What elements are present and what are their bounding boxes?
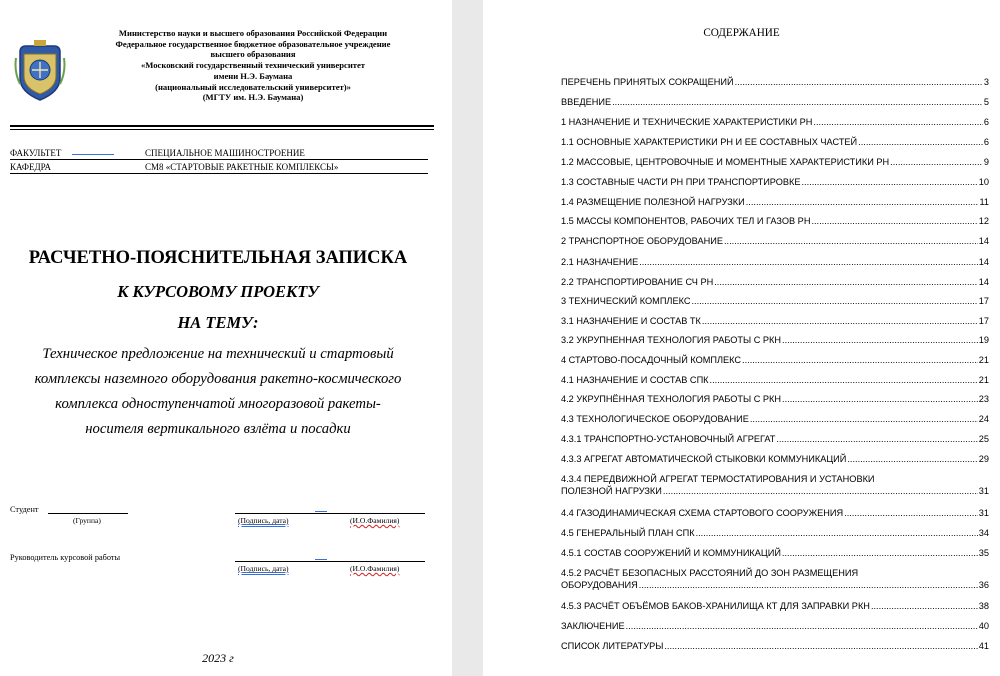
toc-page-number: 12	[978, 216, 989, 226]
toc-dot-leader	[782, 334, 978, 346]
toc-page-number: 14	[978, 277, 989, 287]
toc-page-number: 11	[979, 197, 989, 207]
toc-entry-row	[561, 547, 989, 559]
toc-entry-title: 3.1 НАЗНАЧЕНИЕ И СОСТАВ ТК	[561, 316, 701, 326]
toc-page-number: 14	[978, 236, 989, 246]
toc-dot-leader	[612, 96, 983, 108]
toc-page-number: 31	[978, 508, 989, 518]
group-line	[48, 513, 128, 514]
student-label: Студент	[10, 505, 39, 514]
university-crest-logo	[14, 38, 66, 102]
toc-entry-title: 4.5.1 СОСТАВ СООРУЖЕНИЙ И КОММУНИКАЦИЙ	[561, 548, 781, 558]
toc-entry-row	[561, 96, 989, 108]
toc-entry-row	[561, 600, 989, 612]
toc-entry-row	[561, 295, 989, 307]
toc-entry-row	[561, 620, 989, 632]
toc-page-number: 36	[978, 580, 989, 590]
toc-dot-leader	[890, 156, 983, 168]
toc-entry-row	[561, 256, 989, 268]
toc-entry[interactable]	[561, 640, 989, 652]
toc-entry[interactable]	[561, 620, 989, 632]
name-caption	[350, 564, 399, 573]
toc-entry[interactable]	[561, 96, 989, 108]
toc-entry-title: ПОЛЕЗНОЙ НАГРУЗКИ	[561, 486, 662, 496]
toc-entry[interactable]	[561, 196, 989, 208]
toc-entry-title: 1.4 РАЗМЕЩЕНИЕ ПОЛЕЗНОЙ НАГРУЗКИ	[561, 197, 745, 207]
header-line: высшего образования	[210, 49, 296, 60]
toc-page-number: 35	[978, 548, 989, 558]
toc-entry-row	[561, 76, 989, 88]
toc-entry[interactable]	[561, 76, 989, 88]
header-line: имени Н.Э. Баумана	[213, 70, 293, 81]
toc-entry-title: 1.1 ОСНОВНЫЕ ХАРАКТЕРИСТИКИ РН И ЕЕ СОСТАВНЫХ ЧАСТЕЙ	[561, 137, 858, 147]
toc-entry[interactable]	[561, 116, 989, 128]
toc-entry-row	[561, 196, 989, 208]
toc-entry[interactable]	[561, 354, 989, 366]
toc-entry[interactable]	[561, 393, 989, 405]
toc-entry[interactable]	[561, 315, 989, 327]
toc-dot-leader	[811, 215, 977, 227]
signature-caption-text: (Подпись, дата)	[238, 516, 289, 525]
toc-page-number: 17	[978, 296, 989, 306]
toc-page-number: 9	[983, 157, 989, 167]
toc-dot-leader	[663, 485, 978, 497]
toc-entry[interactable]	[561, 215, 989, 227]
toc-page-number: 21	[978, 375, 989, 385]
contents-page	[483, 0, 1000, 676]
toc-page-number: 10	[978, 177, 989, 187]
supervisor-signature-line	[235, 561, 425, 562]
toc-entry-row	[561, 315, 989, 327]
faculty-label: ФАКУЛЬТЕТ	[10, 148, 62, 158]
toc-dot-leader	[847, 453, 977, 465]
topic-line: комплекса одноступенчатой многоразовой ракеты-	[55, 396, 381, 412]
toc-dot-leader	[858, 136, 983, 148]
toc-entry-row	[561, 354, 989, 366]
toc-dot-leader	[639, 256, 978, 268]
page-gutter	[452, 0, 483, 676]
toc-dot-leader	[714, 276, 978, 288]
toc-entry[interactable]	[561, 176, 989, 188]
toc-page-number: 41	[978, 641, 989, 651]
toc-dot-leader	[626, 620, 978, 632]
title-page	[0, 0, 452, 676]
header-line: (национальный исследовательский университет)»	[155, 81, 351, 92]
institution-header	[68, 28, 438, 103]
field-marker	[315, 511, 327, 512]
toc-entry[interactable]	[561, 600, 989, 612]
name-caption	[350, 516, 399, 525]
toc-entry-title-line: 4.5.2 РАСЧЁТ БЕЗОПАСНЫХ РАССТОЯНИЙ ДО ЗОН РАЗМЕЩЕНИЯ	[561, 568, 859, 578]
topic-label: НА ТЕМУ:	[177, 313, 259, 332]
toc-entry[interactable]	[561, 276, 989, 288]
toc-page-number: 6	[983, 137, 989, 147]
toc-entry-title: СПИСОК ЛИТЕРАТУРЫ	[561, 641, 664, 651]
toc-page-number: 14	[978, 257, 989, 267]
header-divider	[10, 125, 434, 127]
toc-entry[interactable]	[561, 256, 989, 268]
name-caption-text: (И.О.Фамилия)	[350, 516, 400, 525]
toc-page-number: 3	[983, 77, 989, 87]
toc-entry[interactable]	[561, 136, 989, 148]
toc-page-number: 40	[978, 621, 989, 631]
header-line: Министерство науки и высшего образования Российской Федерации	[118, 28, 388, 38]
toc-entry[interactable]	[561, 334, 989, 346]
toc-dot-leader	[750, 413, 978, 425]
header-line: (МГТУ им. Н.Э. Баумана)	[202, 92, 304, 103]
toc-entry[interactable]	[561, 473, 989, 497]
toc-entry-title: 1 НАЗНАЧЕНИЕ И ТЕХНИЧЕСКИЕ ХАРАКТЕРИСТИКИ РН	[561, 117, 813, 127]
toc-page-number: 25	[978, 434, 989, 444]
faculty-underline	[10, 159, 428, 160]
toc-dot-leader	[696, 527, 978, 539]
toc-entry-title: 3 ТЕХНИЧЕСКИЙ КОМПЛЕКС	[561, 296, 691, 306]
toc-entry-row	[561, 215, 989, 227]
toc-page-number: 34	[978, 528, 989, 538]
toc-entry-row	[561, 136, 989, 148]
toc-entry-title: 2 ТРАНСПОРТНОЕ ОБОРУДОВАНИЕ	[561, 236, 723, 246]
toc-page-number: 24	[978, 414, 989, 424]
toc-entry-title: 1.2 МАССОВЫЕ, ЦЕНТРОВОЧНЫЕ И МОМЕНТНЫЕ ХАРАКТЕРИСТИКИ РН	[561, 157, 890, 167]
toc-page-number: 21	[978, 355, 989, 365]
toc-entry-row	[561, 640, 989, 652]
toc-entry-row	[561, 453, 989, 465]
toc-dot-leader	[691, 295, 977, 307]
signature-caption	[238, 516, 289, 525]
toc-entry-title: 4.3.1 ТРАНСПОРТНО-УСТАНОВОЧНЫЙ АГРЕГАТ	[561, 434, 776, 444]
toc-entry[interactable]	[561, 507, 989, 519]
toc-page-number: 31	[978, 486, 989, 496]
toc-entry-title: ЗАКЛЮЧЕНИЕ	[561, 621, 625, 631]
header-line: «Московский государственный технический университет	[140, 60, 366, 71]
toc-dot-leader	[782, 393, 978, 405]
toc-entry-row	[561, 485, 989, 497]
toc-dot-leader	[639, 579, 978, 591]
department-underline	[10, 173, 428, 174]
project-topic	[0, 342, 436, 442]
toc-entry[interactable]	[561, 374, 989, 386]
toc-entry-row	[561, 507, 989, 519]
toc-entry-title: 4.4 ГАЗОДИНАМИЧЕСКАЯ СХЕМА СТАРТОВОГО СООРУЖЕНИЯ	[561, 508, 844, 518]
toc-entry-row	[561, 527, 989, 539]
toc-dot-leader	[782, 547, 978, 559]
toc-entry-row	[561, 413, 989, 425]
toc-dot-leader	[871, 600, 978, 612]
toc-entry[interactable]	[561, 547, 989, 559]
toc-page-number: 17	[978, 316, 989, 326]
toc-entry-title: ПЕРЕЧЕНЬ ПРИНЯТЫХ СОКРАЩЕНИЙ	[561, 77, 734, 87]
toc-entry-title: 4 СТАРТОВО-ПОСАДОЧНЫЙ КОМПЛЕКС	[561, 355, 742, 365]
supervisor-label: Руководитель курсовой работы	[10, 553, 121, 562]
toc-entry-title: 4.5.3 РАСЧЁТ ОБЪЁМОВ БАКОВ-ХРАНИЛИЩА КТ ДЛЯ ЗАПРАВКИ РКН	[561, 601, 870, 611]
toc-page-number: 5	[983, 97, 989, 107]
toc-entry-row	[561, 276, 989, 288]
toc-entry-title: 4.1 НАЗНАЧЕНИЕ И СОСТАВ СПК	[561, 375, 709, 385]
toc-dot-leader	[742, 354, 978, 366]
toc-entry-row	[561, 116, 989, 128]
group-caption: (Группа)	[73, 516, 101, 525]
student-signature-line	[235, 513, 425, 514]
document-title: РАСЧЕТНО-ПОЯСНИТЕЛЬНАЯ ЗАПИСКА	[28, 248, 408, 268]
toc-entry-title: 1.5 МАССЫ КОМПОНЕНТОВ, РАБОЧИХ ТЕЛ И ГАЗОВ РН	[561, 216, 811, 226]
toc-dot-leader	[776, 433, 977, 445]
document-year: 2023 г	[202, 651, 234, 665]
toc-page-number: 38	[978, 601, 989, 611]
toc-page-number: 23	[978, 394, 989, 404]
toc-entry-row	[561, 156, 989, 168]
document-subtitle: К КУРСОВОМУ ПРОЕКТУ	[117, 282, 319, 301]
topic-line: комплексы наземного оборудования ракетно-космического	[34, 371, 402, 387]
toc-entry-title: 4.2 УКРУПНЁННАЯ ТЕХНОЛОГИЯ РАБОТЫ С РКН	[561, 394, 782, 404]
contents-heading: СОДЕРЖАНИЕ	[703, 27, 780, 39]
department-value: СМ8 «СТАРТОВЫЕ РАКЕТНЫЕ КОМПЛЕКСЫ»	[145, 162, 339, 172]
toc-entry-title-line: 4.3.4 ПЕРЕДВИЖНОЙ АГРЕГАТ ТЕРМОСТАТИРОВАНИЯ И УСТАНОВКИ	[561, 474, 875, 484]
toc-entry-row	[561, 176, 989, 188]
topic-line: носителя вертикального взлёта и посадки	[85, 421, 351, 437]
toc-dot-leader	[801, 176, 977, 188]
toc-entry[interactable]	[561, 527, 989, 539]
signature-caption	[238, 564, 289, 573]
toc-dot-leader	[844, 507, 978, 519]
toc-dot-leader	[735, 76, 983, 88]
toc-entry-row	[561, 433, 989, 445]
toc-entry[interactable]	[561, 453, 989, 465]
toc-entry[interactable]	[561, 156, 989, 168]
header-divider-thin	[10, 129, 434, 130]
field-marker	[315, 559, 327, 560]
toc-page-number: 19	[978, 335, 989, 345]
toc-dot-leader	[702, 315, 978, 327]
toc-dot-leader	[813, 116, 982, 128]
toc-entry-row	[561, 374, 989, 386]
toc-entry-title: 4.3.3 АГРЕГАТ АВТОМАТИЧЕСКОЙ СТЫКОВКИ КОММУНИКАЦИЙ	[561, 454, 847, 464]
signature-caption-text: (Подпись, дата)	[238, 564, 289, 573]
header-line: Федеральное государственное бюджетное образовательное учреждение	[115, 38, 391, 49]
department-label: КАФЕДРА	[10, 162, 52, 172]
toc-entry-row	[561, 235, 989, 247]
toc-entry-title: 2.1 НАЗНАЧЕНИЕ	[561, 257, 639, 267]
toc-entry[interactable]	[561, 433, 989, 445]
toc-entry[interactable]	[561, 235, 989, 247]
toc-page-number: 29	[978, 454, 989, 464]
toc-dot-leader	[724, 235, 978, 247]
faculty-value: СПЕЦИАЛЬНОЕ МАШИНОСТРОЕНИЕ	[145, 148, 305, 158]
toc-entry[interactable]	[561, 413, 989, 425]
name-caption-text: (И.О.Фамилия)	[350, 564, 400, 573]
toc-dot-leader	[664, 640, 977, 652]
toc-entry-title: 3.2 УКРУПНЕННАЯ ТЕХНОЛОГИЯ РАБОТЫ С РКН	[561, 335, 782, 345]
toc-entry[interactable]	[561, 567, 989, 591]
toc-entry-title: 1.3 СОСТАВНЫЕ ЧАСТИ РН ПРИ ТРАНСПОРТИРОВКЕ	[561, 177, 801, 187]
topic-line: Техническое предложение на технический и стартовый	[42, 346, 394, 362]
toc-entry-row	[561, 393, 989, 405]
toc-dot-leader	[746, 196, 979, 208]
toc-entry-title: 2.2 ТРАНСПОРТИРОВАНИЕ СЧ РН	[561, 277, 714, 287]
toc-entry-title: 4.3 ТЕХНОЛОГИЧЕСКОЕ ОБОРУДОВАНИЕ	[561, 414, 749, 424]
toc-entry[interactable]	[561, 295, 989, 307]
field-marker	[72, 154, 114, 155]
toc-dot-leader	[710, 374, 978, 386]
toc-entry-title: ВВЕДЕНИЕ	[561, 97, 612, 107]
toc-entry-title: 4.5 ГЕНЕРАЛЬНЫЙ ПЛАН СПК	[561, 528, 695, 538]
toc-entry-title: ОБОРУДОВАНИЯ	[561, 580, 638, 590]
toc-entry-row	[561, 579, 989, 591]
toc-entry-row	[561, 334, 989, 346]
toc-page-number: 6	[983, 117, 989, 127]
